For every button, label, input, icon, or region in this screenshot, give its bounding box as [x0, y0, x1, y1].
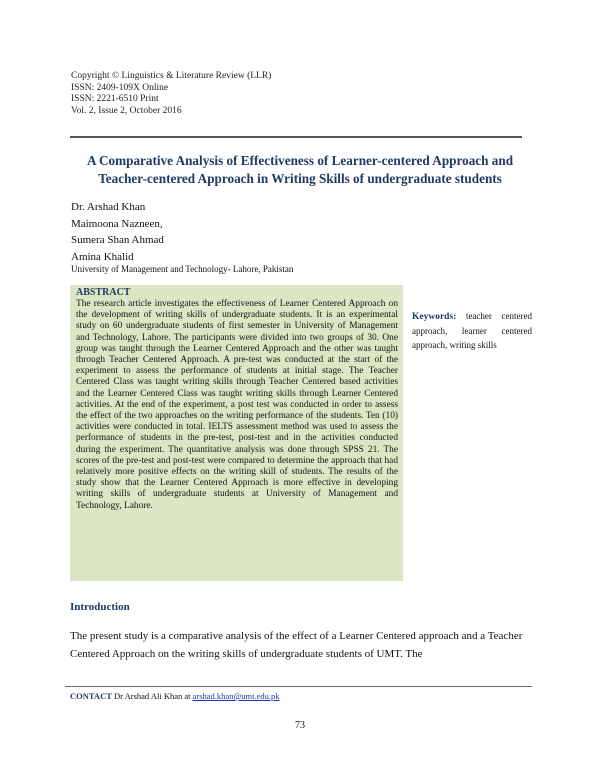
keywords-text: teacher centered approach, learner centered approach, writing skills [412, 311, 532, 350]
author-list [71, 199, 164, 265]
keywords-label: Keywords: [412, 312, 457, 322]
affiliation: University of Management and Technology- Lahore, Pakistan [71, 264, 294, 274]
contact-name: Dr Arshad Ali Khan at [114, 691, 191, 701]
author-name: Amina Khalid [71, 250, 134, 263]
footer-divider [65, 686, 532, 687]
author-name: Maimoona Nazneen, [71, 217, 163, 230]
paper-title [70, 152, 530, 188]
introduction-heading: Introduction [70, 601, 130, 613]
title-line-1: A Comparative Analysis of Effectiveness of Learner-centered Approach and [86, 153, 514, 168]
contact-label: CONTACT [70, 691, 112, 701]
issn-print: ISSN: 2221-6510 Print [71, 94, 159, 104]
keywords-block [412, 309, 532, 352]
author-name: Dr. Arshad Khan [71, 201, 146, 213]
contact-line [70, 691, 280, 701]
abstract-text: The research article investigates the effectiveness of Learner Centered Approach on the development of writing skills of undergraduate students. It is an experimental study on 60 undergraduate students of first semester in University of Management and Technology, Lahore. The participants were divided into two groups of 30. One group was taught through the Learner Centered Approach and the other was taught through Teacher Centered Approach. A pre-test was conducted at the start of the experiment to assess the performance of students at initial stage. The Teacher Centered Class was taught writing skills through Teacher Centered based activities and the Learner Centered Class was taught writing skills through Learner Centered activities. At the end of the experiment, a post test was conducted in order to assess the effect of the two approaches on the writing performance of the students. Ten (10) activities were conducted in total. IELTS assessment method was used to assess the performance of students in the pre-test, post-test and in the activities conducted during the experiment. The quantitative analysis was done through SPSS 21. The scores of the pre-test and post-test were compared to determine the approach that had relatively more positive effects on the writing skill of students. The results of the study show that the Learner Centered Approach is more effective in developing writing skills of undergraduate students at University of Management and Technology, Lahore. [76, 299, 398, 511]
page-number: 73 [295, 720, 305, 731]
header-divider [70, 136, 522, 138]
journal-meta [71, 71, 271, 117]
issn-online: ISSN: 2409-109X Online [71, 82, 169, 93]
introduction-text: The present study is a comparative analysis of the effect of a Learner Centered approach and a Teacher Centered Approach on the writing skills of undergraduate students of UMT. The [70, 630, 523, 660]
contact-email-link[interactable]: arshad.khan@umt.edu.pk [192, 691, 280, 701]
copyright-line: Copyright © Linguistics & Literature Review (LLR) [71, 71, 272, 81]
title-line-2: Teacher-centered Approach in Writing Skills of undergraduate students [98, 171, 502, 186]
abstract-heading: ABSTRACT [76, 287, 131, 298]
volume-issue: Vol. 2, Issue 2, October 2016 [71, 105, 182, 116]
author-name: Sumera Shan Ahmad [71, 234, 164, 246]
